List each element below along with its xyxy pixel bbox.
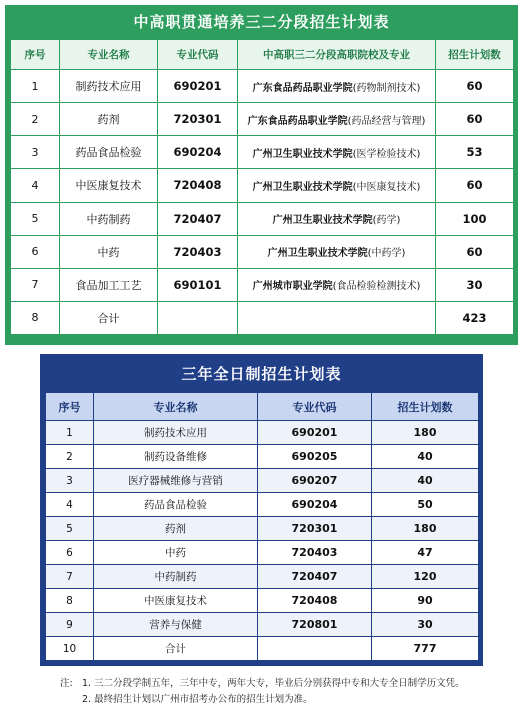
footnotes [60,676,500,708]
school-major: (药物制剂技术) [352,82,421,94]
row-no: 5 [11,202,60,235]
table-row [46,637,479,661]
row-plan: 53 [436,136,514,169]
row-plan: 90 [372,589,479,613]
row-code: 690204 [258,493,372,517]
row-plan: 60 [436,169,514,202]
row-school [238,235,436,268]
table-row [11,235,514,268]
row-no: 7 [11,268,60,301]
row-no: 3 [46,469,94,493]
table-row [46,445,479,469]
table-row [46,613,479,637]
footnote-1 [60,676,500,692]
row-no: 8 [11,301,60,334]
row-plan: 60 [436,235,514,268]
header-school: 中高职三二分段高职院校及专业 [238,40,436,70]
header-major: 专业名称 [94,393,258,421]
row-plan: 100 [436,202,514,235]
school-name: 广州卫生职业技术学院 [252,181,353,193]
header-no: 序号 [11,40,60,70]
row-school [238,136,436,169]
footnote-text: 1. 三二分段学制五年，三年中专，两年大专，毕业后分别获得中专和大专全日制学历文凭。 [82,678,465,689]
row-code: 690101 [158,268,238,301]
row-code: 690207 [258,469,372,493]
vocational-plan-table [10,39,514,335]
table-header-row [46,393,479,421]
row-major: 中医康复技术 [60,169,158,202]
row-major: 药剂 [60,103,158,136]
header-no: 序号 [46,393,94,421]
row-school [238,301,436,334]
school-major: (中药学) [367,248,406,260]
table-row [11,169,514,202]
row-code [158,301,238,334]
school-major: (药学) [372,215,401,227]
row-code: 720408 [258,589,372,613]
row-code [258,637,372,661]
row-school [238,202,436,235]
table-row [46,517,479,541]
table-row [46,565,479,589]
school-major: (医学检验技术) [352,148,421,160]
row-major: 制药技术应用 [60,70,158,103]
school-name: 广州城市职业学院 [252,281,333,293]
table-row [46,493,479,517]
row-code: 690201 [258,421,372,445]
row-major: 药剂 [94,517,258,541]
row-code: 720407 [158,202,238,235]
row-no: 5 [46,517,94,541]
row-no: 10 [46,637,94,661]
school-name: 广州卫生职业技术学院 [252,148,353,160]
row-school [238,169,436,202]
row-no: 8 [46,589,94,613]
school-name: 广州卫生职业技术学院 [272,215,373,227]
row-no: 1 [11,70,60,103]
table-row [11,70,514,103]
row-code: 720301 [158,103,238,136]
footnote-text: 2. 最终招生计划以广州市招考办公布的招生计划为准。 [82,694,313,705]
school-name: 广东食品药品职业学院 [252,82,353,94]
fulltime-plan-table [45,392,479,661]
footnote-2 [60,692,500,708]
row-plan: 60 [436,103,514,136]
footnote-label: 注: [60,678,73,689]
row-no: 3 [11,136,60,169]
table-row [11,103,514,136]
school-name: 广东食品药品职业学院 [247,115,348,127]
vocational-plan-table-panel [5,5,518,345]
row-major: 制药设备维修 [94,445,258,469]
table-row [11,136,514,169]
row-no: 6 [46,541,94,565]
row-major: 合计 [60,301,158,334]
row-code: 720408 [158,169,238,202]
header-code: 专业代码 [158,40,238,70]
row-code: 690201 [158,70,238,103]
table-row [46,541,479,565]
row-plan: 423 [436,301,514,334]
row-code: 720407 [258,565,372,589]
fulltime-plan-table-panel [40,354,483,666]
row-major: 合计 [94,637,258,661]
row-code: 720403 [258,541,372,565]
row-major: 中药 [60,235,158,268]
row-plan: 47 [372,541,479,565]
row-school [238,70,436,103]
row-major: 食品加工工艺 [60,268,158,301]
row-plan: 40 [372,469,479,493]
row-no: 1 [46,421,94,445]
row-plan: 180 [372,421,479,445]
school-major: (药品经营与管理) [347,115,426,127]
table-row [46,589,479,613]
row-school [238,103,436,136]
row-plan: 777 [372,637,479,661]
row-major: 中药制药 [60,202,158,235]
row-plan: 180 [372,517,479,541]
school-major: (中医康复技术) [352,181,421,193]
row-no: 7 [46,565,94,589]
row-code: 720801 [258,613,372,637]
row-major: 中药 [94,541,258,565]
row-no: 2 [11,103,60,136]
row-no: 9 [46,613,94,637]
row-school [238,268,436,301]
table-row [46,469,479,493]
row-code: 690204 [158,136,238,169]
row-major: 中药制药 [94,565,258,589]
school-name: 广州卫生职业技术学院 [267,248,368,260]
row-major: 药品食品检验 [94,493,258,517]
row-plan: 50 [372,493,479,517]
row-plan: 30 [372,613,479,637]
header-plan: 招生计划数 [372,393,479,421]
row-plan: 120 [372,565,479,589]
header-plan: 招生计划数 [436,40,514,70]
row-major: 医疗器械维修与营销 [94,469,258,493]
row-major: 制药技术应用 [94,421,258,445]
table-header-row [11,40,514,70]
table-row [11,268,514,301]
row-major: 营养与保健 [94,613,258,637]
row-code: 720403 [158,235,238,268]
vocational-plan-title: 中高职贯通培养三二分段招生计划表 [133,13,390,31]
row-major: 药品食品检验 [60,136,158,169]
row-plan: 40 [372,445,479,469]
row-major: 中医康复技术 [94,589,258,613]
header-major: 专业名称 [60,40,158,70]
row-no: 4 [11,169,60,202]
footnote-label-spacer [60,692,82,708]
table-row [11,301,514,334]
row-no: 6 [11,235,60,268]
fulltime-plan-title: 三年全日制招生计划表 [181,365,342,383]
row-no: 2 [46,445,94,469]
row-plan: 60 [436,70,514,103]
table-row [11,202,514,235]
school-major: (食品检验检测技术) [332,281,421,293]
row-code: 690205 [258,445,372,469]
row-plan: 30 [436,268,514,301]
header-code: 专业代码 [258,393,372,421]
table-row [46,421,479,445]
row-no: 4 [46,493,94,517]
row-code: 720301 [258,517,372,541]
